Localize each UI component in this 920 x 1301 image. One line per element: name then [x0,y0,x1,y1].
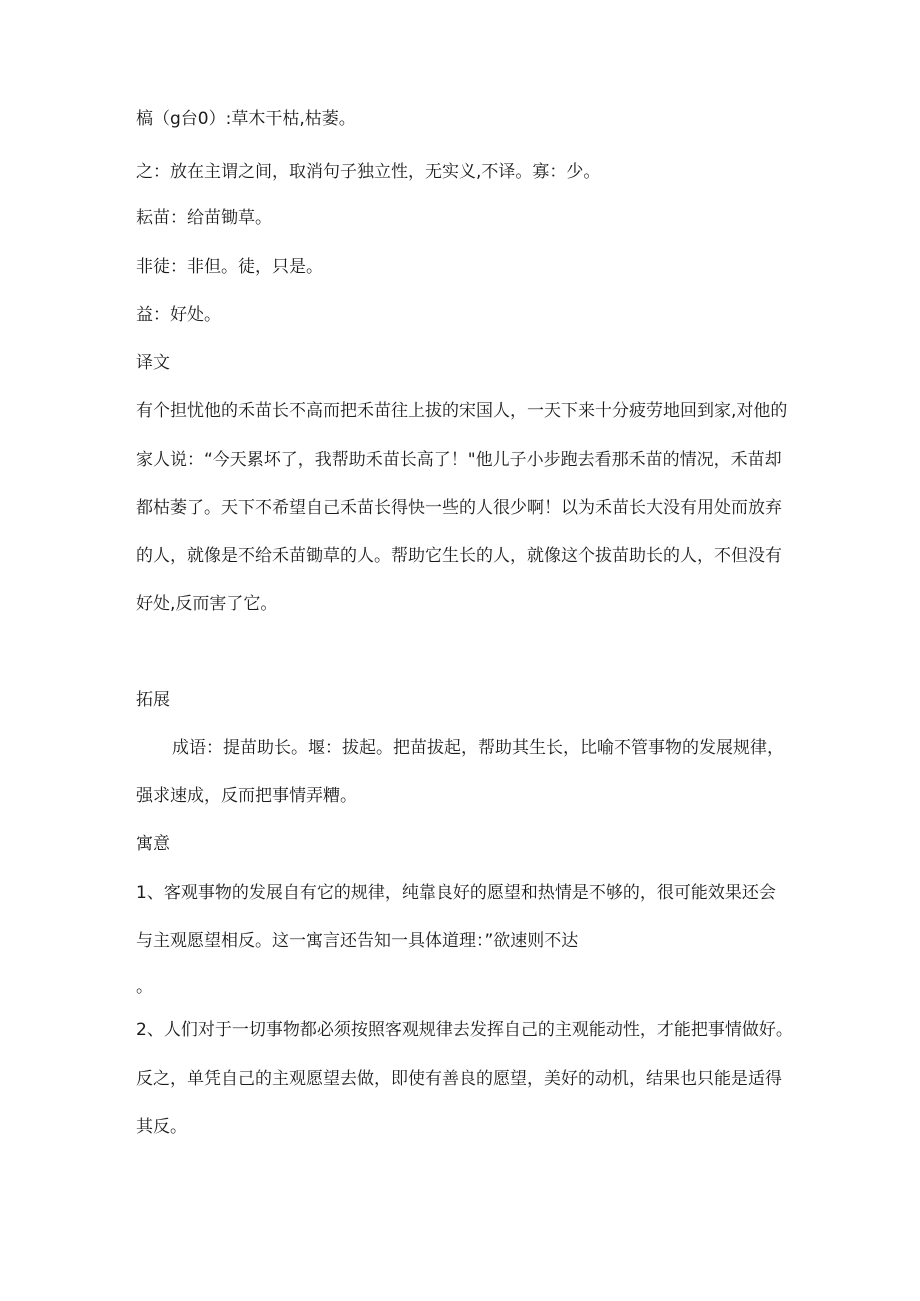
moral-line: 反之，单凭自己的主观愿望去做，即使有善良的愿望，美好的动机，结果也只能是适得 [136,1069,782,1089]
translation-line: 好处,反而害了它。 [136,594,278,614]
moral-line: 其反。 [136,1117,187,1137]
moral-line: 。 [136,977,153,997]
note-yunmiao: 耘苗：给苗锄草。 [136,208,272,228]
translation-line: 都枯萎了。天下不希望自己禾苗长得快一些的人很少啊！以为禾苗长大没有用处而放弃 [136,498,782,518]
extension-line: 强求速成，反而把事情弄糟。 [136,786,357,806]
translation-line: 有个担忧他的禾苗长不高而把禾苗往上拔的宋国人，一天下来十分疲劳地回到家,对他的 [136,401,788,421]
note-zhi: 之：放在主谓之间，取消句子独立性，无实义,不译。寡：少。 [136,162,601,182]
moral-heading: 寓意 [136,834,170,854]
translation-line: 的人，就像是不给禾苗锄草的人。帮助它生长的人，就像这个拔苗助长的人，不但没有 [136,546,782,566]
translation-heading: 译文 [136,353,170,373]
note-gao: 槁（g台0）:草木干枯,枯萎。 [136,109,356,129]
extension-line: 成语：提苗助长。堰：拔起。把苗拔起，帮助其生长，比喻不管事物的发展规律， [172,738,784,758]
moral-line: 与主观愿望相反。这一寓言还告知一具体道理：”欲速则不达 [136,931,579,951]
moral-line: 2、人们对于一切事物都必须按照客观规律去发挥自己的主观能动性，才能把事情做好。 [136,1020,793,1040]
extension-heading: 拓展 [136,690,170,710]
translation-line: 家人说：“今天累坏了，我帮助禾苗长高了！"他儿子小步跑去看那禾苗的情况，禾苗却 [136,450,782,470]
note-yi: 益：好处。 [136,305,221,325]
moral-line: 1、客观事物的发展自有它的规律，纯靠良好的愿望和热情是不够的，很可能效果还会 [136,883,776,903]
note-feitu: 非徒：非但。徒，只是。 [136,257,323,277]
